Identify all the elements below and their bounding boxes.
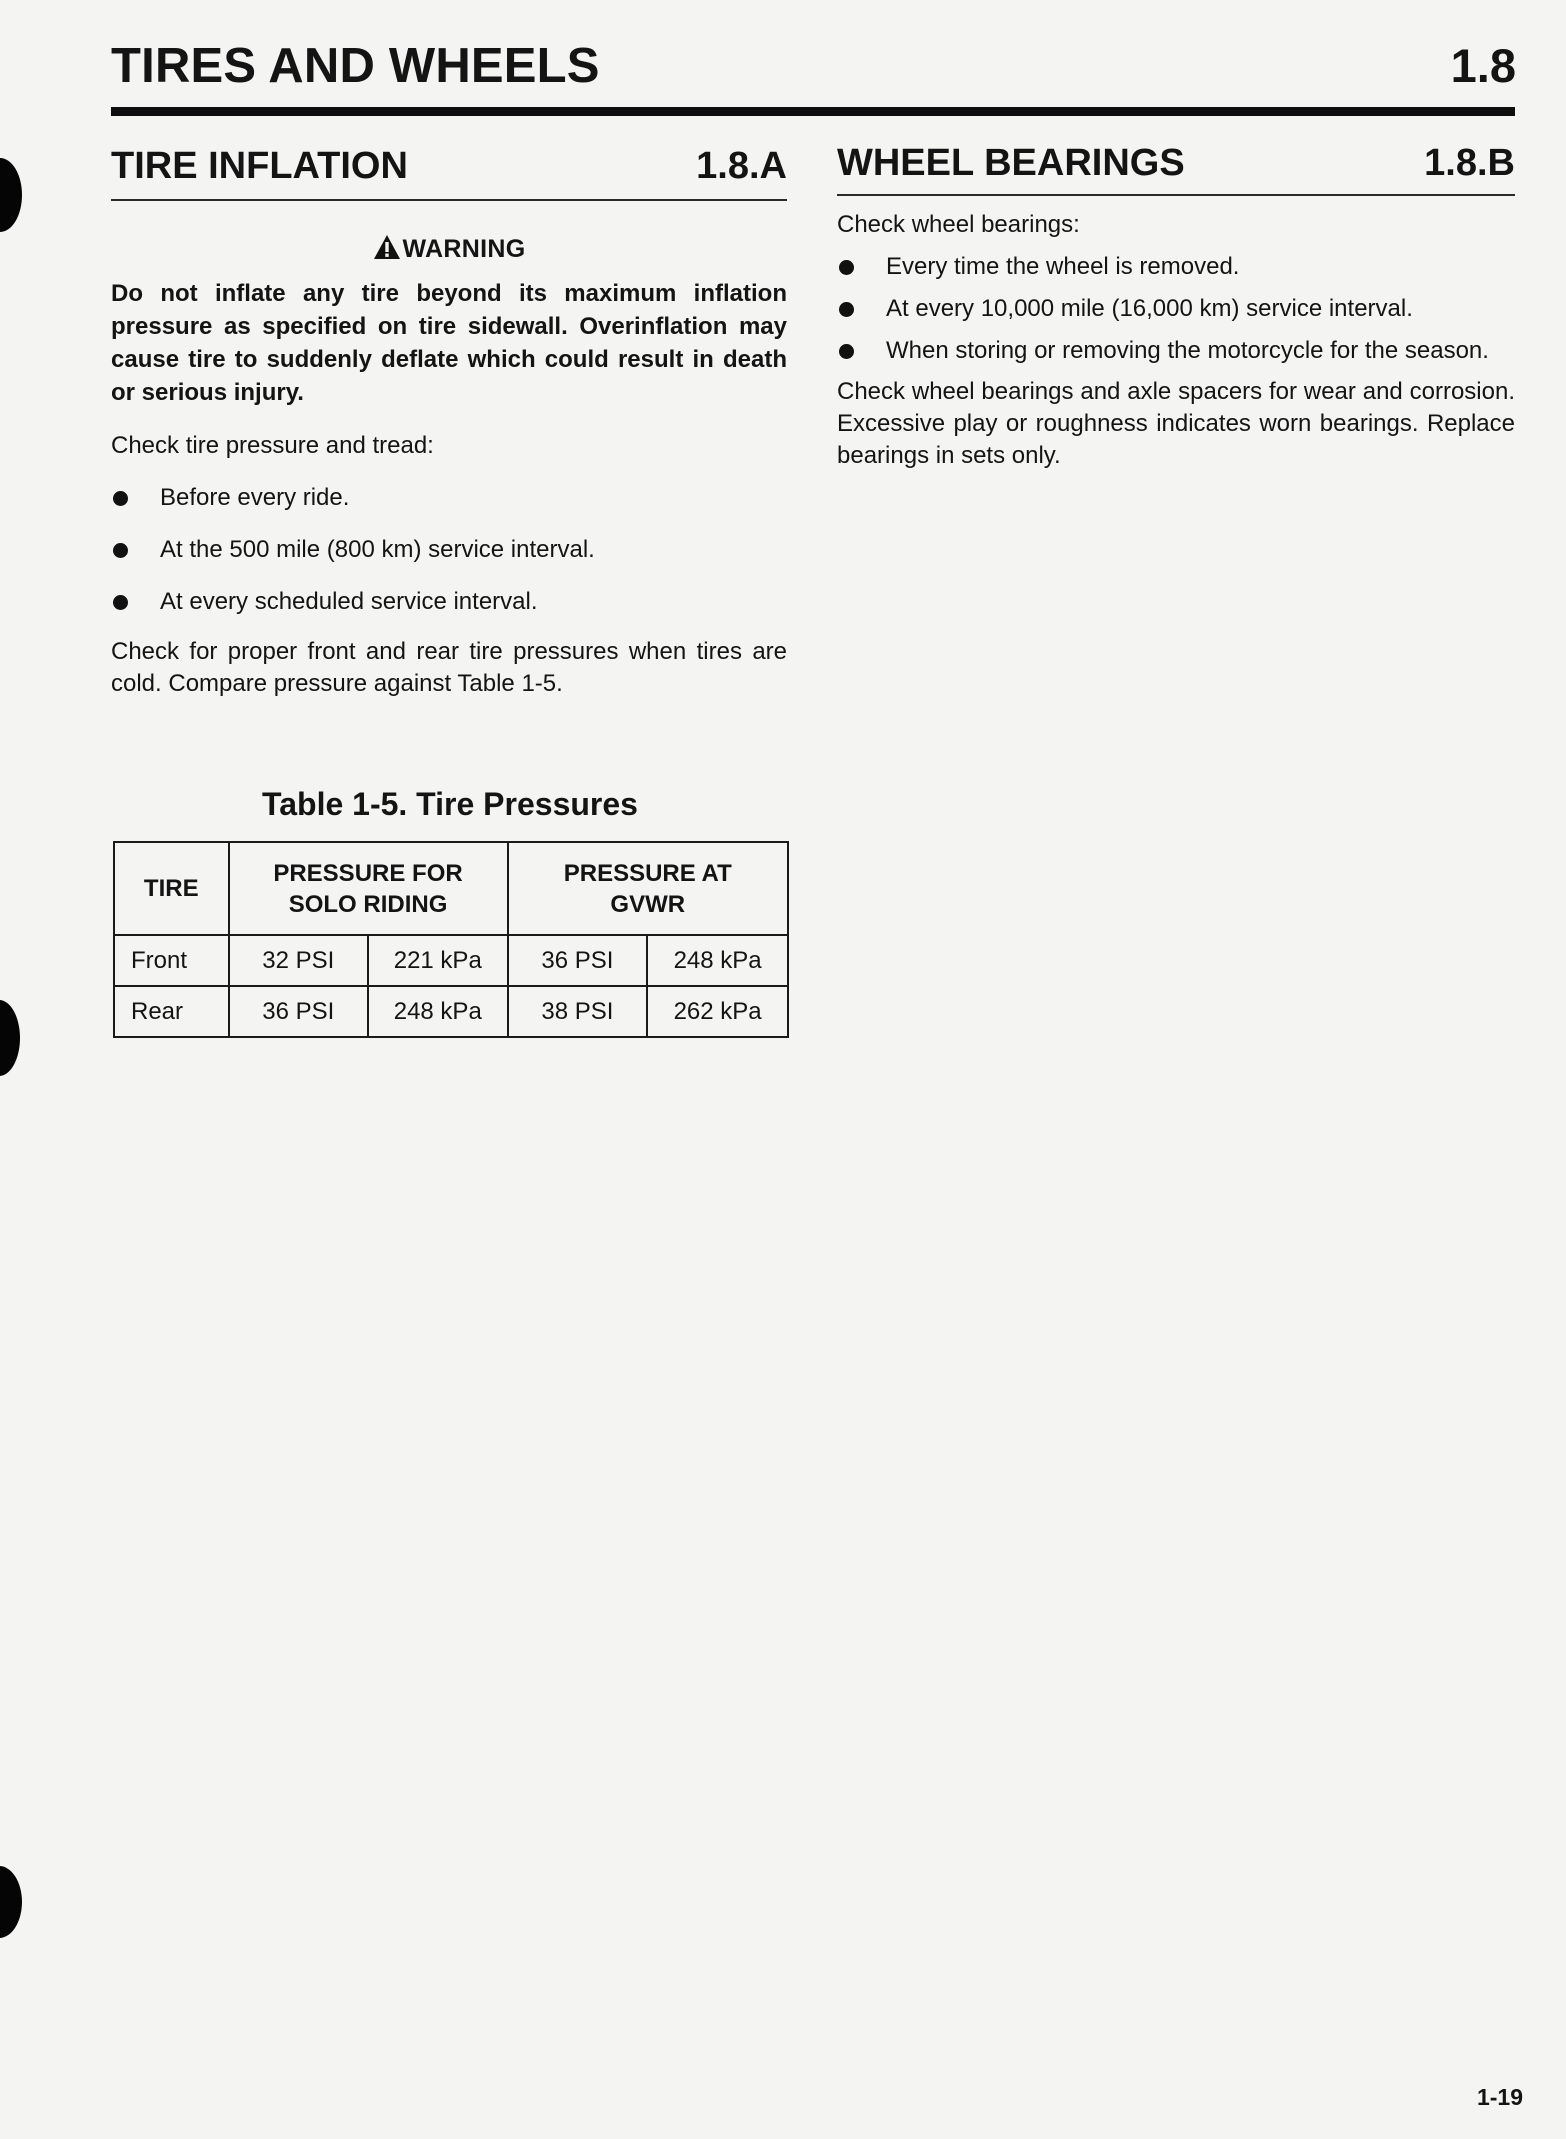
bullet-icon [113,595,128,610]
warning-label: WARNING [402,235,526,263]
warning-heading [111,234,787,264]
table-row [114,935,788,986]
table-header-row [114,842,788,935]
section-title: WHEEL BEARINGS [837,142,1185,184]
table-cell: Front [114,935,229,986]
table-cell: 248 kPa [647,935,788,986]
section-number: 1.8 [1450,39,1516,92]
column-header: PRESSURE FOR SOLO RIDING [229,842,508,935]
inflation-checklist [111,482,787,618]
page-title: TIRES AND WHEELS [111,39,600,93]
bullet-icon [113,491,128,506]
warning-text: Do not inflate any tire beyond its maximum inflation pressure as specified on tire sidewall. Overinflation may cause tire to suddenly deflate which could result in death or serious injury. [111,280,787,406]
tire-inflation-section [111,138,787,700]
table-cell: 262 kPa [647,986,788,1037]
list-item-text: When storing or removing the motorcycle for the season. [886,337,1489,364]
table-row [114,986,788,1037]
list-item-text: At every scheduled service interval. [160,588,538,615]
page-number: 1-19 [1476,2084,1523,2110]
table-caption: Table 1-5. Tire Pressures [262,786,638,822]
bullet-icon [839,260,854,275]
list-item-text: Before every ride. [160,484,350,511]
bullet-icon [839,302,854,317]
header-rule [111,107,1515,116]
list-item [111,586,787,618]
binder-punch-hole [0,158,22,232]
section-title: TIRE INFLATION [111,145,408,187]
bearings-body: Check wheel bearings and axle spacers for wear and corrosion. Excessive play or roughness indicates worn bearings. Replace bearings in sets only. [837,378,1515,469]
subsection-number: 1.8.A [696,145,787,187]
section-rule [837,194,1515,196]
table-cell: Rear [114,986,229,1037]
bullet-icon [113,543,128,558]
list-item [837,335,1515,367]
list-item [111,482,787,514]
bearings-intro: Check wheel bearings: [837,211,1080,238]
list-item-text: At the 500 mile (800 km) service interval. [160,536,595,563]
list-item [837,293,1515,325]
subsection-number: 1.8.B [1424,142,1515,184]
column-header: PRESSURE AT GVWR [508,842,788,935]
tire-pressure-table [113,841,789,1038]
column-header: TIRE [114,842,229,935]
section-heading [111,138,787,194]
list-item-text: Every time the wheel is removed. [886,253,1240,280]
table-cell: 248 kPa [368,986,508,1037]
table-cell: 32 PSI [229,935,368,986]
wheel-bearings-section [837,138,1515,472]
table-cell: 38 PSI [508,986,648,1037]
list-item-text: At every 10,000 mile (16,000 km) service interval. [886,295,1413,322]
table-cell: 36 PSI [229,986,368,1037]
inflation-intro: Check tire pressure and tread: [111,432,434,459]
table-cell: 221 kPa [368,935,508,986]
table-cell: 36 PSI [508,935,648,986]
list-item [111,534,787,566]
section-rule [111,199,787,201]
binder-punch-hole [0,1000,20,1076]
warning-triangle-icon [373,234,401,260]
inflation-closing: Check for proper front and rear tire pressures when tires are cold. Compare pressure against Table 1-5. [111,638,787,697]
section-heading [837,135,1515,191]
binder-punch-hole [0,1866,22,1938]
list-item [837,251,1515,283]
bearings-checklist [837,251,1515,367]
bullet-icon [839,344,854,359]
